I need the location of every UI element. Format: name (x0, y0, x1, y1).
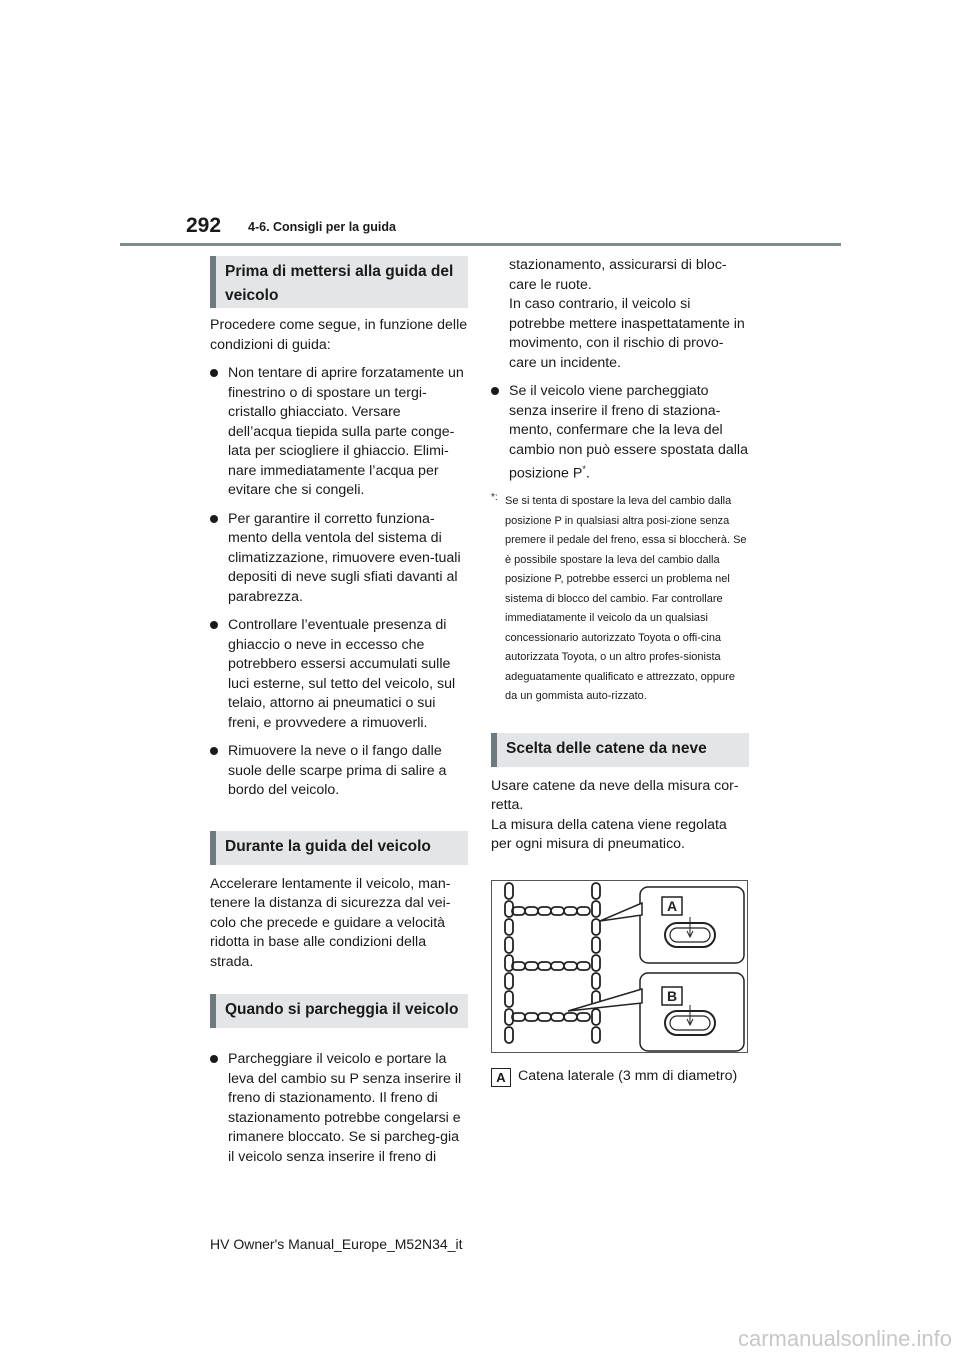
heading-snow-chains: Scelta delle catene da neve (491, 733, 749, 767)
list-item (210, 616, 468, 733)
list-item-text: Non tentare di aprire forzatamente un finestrino o di spostare un tergi-cristallo ghiacciato. Versare dell’acqua tiepida sulla parte conge-lata per sciogliere il ghiaccio. Elimi-nare immediatamente l’acqua per evitare che si congeli. (228, 365, 464, 498)
intro-text: Procedere come segue, in funzione delle condizioni di guida: (210, 317, 468, 353)
list-item-text: Per garantire il corretto funziona-mento della ventola del sistema di climatizzazione, rimuovere even-tuali depositi di neve sugli sfiati davanti al parabrezza. (228, 510, 461, 605)
snow-chain-illustration (492, 881, 748, 1053)
bullet-icon (210, 621, 218, 629)
heading-before-driving: Prima di mettersi alla guida del veicolo (210, 256, 468, 308)
callout-a (600, 887, 744, 963)
label-a: A (666, 898, 678, 914)
heading-while-driving: Durante la guida del veicolo (210, 831, 468, 865)
caption-badge: A (491, 1068, 511, 1087)
driving-text: Accelerare lentamente il veicolo, man-tenere la distanza di sicurezza dal vei-colo che precede e guidare a velocità ridotta in base alle condizioni della strada. (210, 875, 451, 970)
bullet-icon (210, 1055, 218, 1063)
footnote-marker: * (582, 464, 586, 474)
list-item-text: Se il veicolo viene parcheggiato senza inserire il freno di staziona-mento, confermare che la leva del cambio non può essere spostata dalla posizione P (509, 383, 748, 482)
footnote-text: Se si tenta di spostare la leva del cambio dalla posizione P in qualsiasi altra posi-zione senza premere il pedale del freno, essa si bloccherà. Se è possibile spostare la leva del cambio dalla posizione P, potrebbe esserci un problema nel sistema di blocco del cambio. Far controllare immediatamente il veicolo da un qualsiasi concessionario autorizzato Toyota o offi-cina autorizzata Toyota, o un altro profes-sionista adeguatamente qualificato e attrezzato, oppure da un gommista auto-rizzato. (505, 495, 747, 703)
watermark: carmanualsonline.info (737, 1326, 952, 1351)
footer-manual-id: HV Owner's Manual_Europe_M52N34_it (210, 1236, 463, 1252)
list-item (210, 510, 468, 608)
cross-chain-top (512, 907, 590, 915)
list-item-text: Rimuovere la neve o il fango dalle suole delle scarpe prima di salire a bordo del veicolo. (228, 743, 447, 798)
cross-chain-middle (512, 962, 590, 970)
section-title: 4-6. Consigli per la guida (248, 220, 396, 234)
bullet-icon (210, 369, 218, 377)
list-item (210, 1050, 468, 1167)
footnote (491, 492, 749, 707)
cross-chain-bottom (512, 1013, 590, 1021)
callout-b (568, 973, 744, 1051)
list-item (210, 364, 468, 501)
page-number: 292 (186, 214, 222, 237)
right-column (491, 256, 749, 855)
header-rule (120, 243, 841, 246)
label-b: B (666, 988, 678, 1004)
list-item-text: Parcheggiare il veicolo e portare la leva del cambio su P senza inserire il freno di stazionamento. Il freno di stazionamento potrebbe congelarsi e rimanere bloccato. Se si parcheg-gia il veicolo senza inserire il freno di (228, 1051, 462, 1165)
figure-caption (491, 1066, 737, 1087)
list-item-text: Controllare l’eventuale presenza di ghiaccio o neve in eccesso che potrebbero essersi accumulati sulle luci esterne, sul tetto del veicolo, sul telaio, attorno ai pneumatici o sui freni, e provvedere a rimuoverli. (228, 617, 456, 731)
caption-text: Catena laterale (3 mm di diametro) (518, 1068, 738, 1084)
list-item (210, 742, 468, 801)
bullet-icon (210, 747, 218, 755)
snow-chain-figure (491, 880, 748, 1053)
list-item (491, 382, 749, 484)
left-column (210, 256, 468, 1167)
list-item-end: . (585, 465, 590, 482)
side-chain-right (592, 883, 600, 1043)
bullet-icon (491, 387, 499, 395)
heading-parking: Quando si parcheggia il veicolo (210, 994, 468, 1028)
bullet-icon (210, 515, 218, 523)
chains-text: Usare catene da neve della misura cor-retta. La misura della catena viene regolata per ogni misura di pneumatico. (491, 777, 739, 853)
continued-text: stazionamento, assicurarsi di bloc-care le ruote. In caso contrario, il veicolo si potrebbe mettere inaspettatamente in movimento, con il rischio di provo-care un incidente. (509, 257, 745, 371)
footnote-mark: *: (491, 492, 498, 504)
